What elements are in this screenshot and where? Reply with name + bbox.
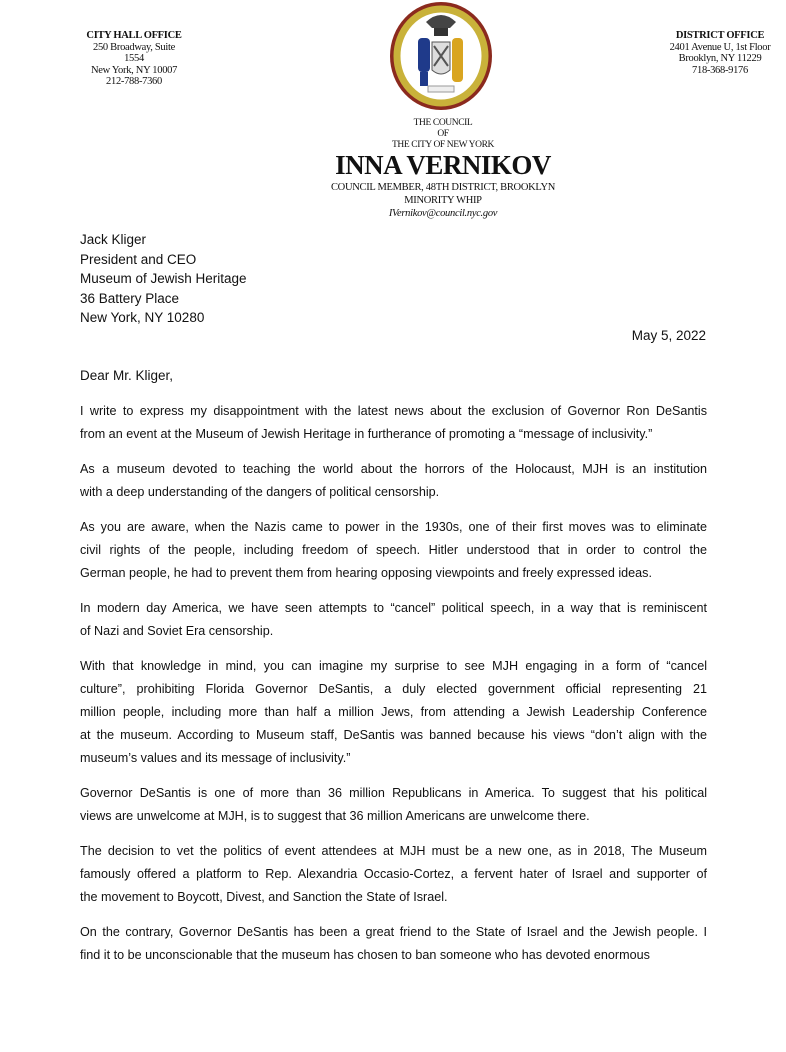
paragraph (80, 655, 707, 770)
city-hall-line: 250 Broadway, Suite 1554 (93, 41, 175, 64)
paragraph-line: million people, including more than half a million Jews, from attending a Jewish Leadership Conference (80, 705, 707, 719)
paragraph-line: As you are aware, when the Nazis came to power in the 1930s, one of their first moves was to eliminate (80, 520, 707, 534)
recipient-address (80, 230, 247, 328)
nyc-seal-icon (388, 0, 494, 112)
paragraph-line: views are unwelcome at MJH, is to suggest that 36 million Americans are unwelcome there. (80, 809, 590, 823)
paragraph-line: from an event at the Museum of Jewish Heritage in furtherance of promoting a “message of inclusivity.” (80, 427, 653, 441)
paragraph-line: with a deep understanding of the dangers of political censorship. (80, 485, 440, 499)
paragraph-line: find it to be unconscionable that the museum has chosen to ban someone who has devoted enormous (80, 948, 650, 962)
district-title: DISTRICT OFFICE (675, 30, 765, 41)
paragraph (80, 921, 707, 967)
recipient-line: President and CEO (80, 251, 197, 267)
paragraph-line: the movement to Boycott, Divest, and Sanction the State of Israel. (80, 890, 448, 904)
council-line: THE COUNCIL (413, 118, 473, 128)
city-hall-title: CITY HALL OFFICE (86, 30, 182, 41)
paragraph-line: German people, he had to prevent them from hearing opposing viewpoints and freely expressed ideas. (80, 566, 652, 580)
paragraph-line: I write to express my disappointment with the latest news about the exclusion of Governor Ron DeSantis (80, 404, 707, 418)
paragraph-line: civil rights of the people, including freedom of speech. Hitler understood that in order to control the (80, 543, 707, 557)
email-link[interactable]: IVernikov@council.nyc.gov (388, 208, 498, 219)
paragraph (80, 458, 707, 504)
paragraph-line: Governor DeSantis is one of more than 36 million Republicans in America. To suggest that his political (80, 786, 707, 800)
council-member-role: MINORITY WHIP (404, 195, 482, 206)
greeting: Dear Mr. Kliger, (80, 368, 174, 383)
letter-body (80, 400, 707, 979)
council-line: OF (437, 129, 449, 139)
paragraph-line: museum’s values and its message of inclusivity.” (80, 751, 351, 765)
recipient-line: Jack Kliger (80, 232, 147, 247)
paragraph-line: culture”, prohibiting Florida Governor DeSantis, a duly elected government official representing 21 (80, 682, 707, 696)
district-line: 2401 Avenue U, 1st Floor (669, 41, 771, 53)
paragraph-line: With that knowledge in mind, you can imagine my surprise to see MJH engaging in a form of “cancel (80, 659, 707, 673)
district-line: 718-368-9176 (692, 64, 748, 76)
paragraph (80, 597, 707, 643)
recipient-line: 36 Battery Place (80, 290, 180, 306)
paragraph-line: of Nazi and Soviet Era censorship. (80, 624, 274, 638)
district-line: Brooklyn, NY 11229 (678, 53, 762, 64)
city-hall-office (84, 30, 184, 88)
council-member-info (243, 181, 643, 220)
paragraph (80, 840, 707, 909)
council-heading (243, 118, 643, 151)
paragraph-line: In modern day America, we have seen attempts to “cancel” political speech, in a way that is reminiscent (80, 601, 707, 615)
city-hall-line: 212-788-7360 (106, 76, 162, 87)
council-line: THE CITY OF NEW YORK (392, 140, 494, 150)
letter-date: May 5, 2022 (631, 328, 706, 343)
council-member-title: COUNCIL MEMBER, 48TH DISTRICT, BROOKLYN (330, 182, 556, 193)
paragraph-line: On the contrary, Governor DeSantis has been a great friend to the State of Israel and the Jewish people. I (80, 925, 707, 939)
recipient-line: New York, NY 10280 (80, 310, 205, 325)
paragraph (80, 400, 707, 446)
paragraph-line: at the museum. According to Museum staff, DeSantis was banned because his views “don’t align with the (80, 728, 707, 742)
paragraph (80, 516, 707, 585)
city-hall-line: New York, NY 10007 (90, 64, 178, 76)
recipient-line: Museum of Jewish Heritage (80, 271, 247, 286)
paragraph-line: As a museum devoted to teaching the world about the horrors of the Holocaust, MJH is an institution (80, 462, 707, 476)
paragraph-line: famously offered a platform to Rep. Alexandria Occasio-Cortez, a fervent hater of Israel and supporter of (80, 867, 707, 881)
district-office (660, 30, 780, 76)
paragraph-line: The decision to vet the politics of event attendees at MJH must be a new one, as in 2018, The Museum (80, 844, 707, 858)
council-member-name: INNA VERNIKOV (335, 150, 551, 180)
paragraph (80, 782, 707, 828)
